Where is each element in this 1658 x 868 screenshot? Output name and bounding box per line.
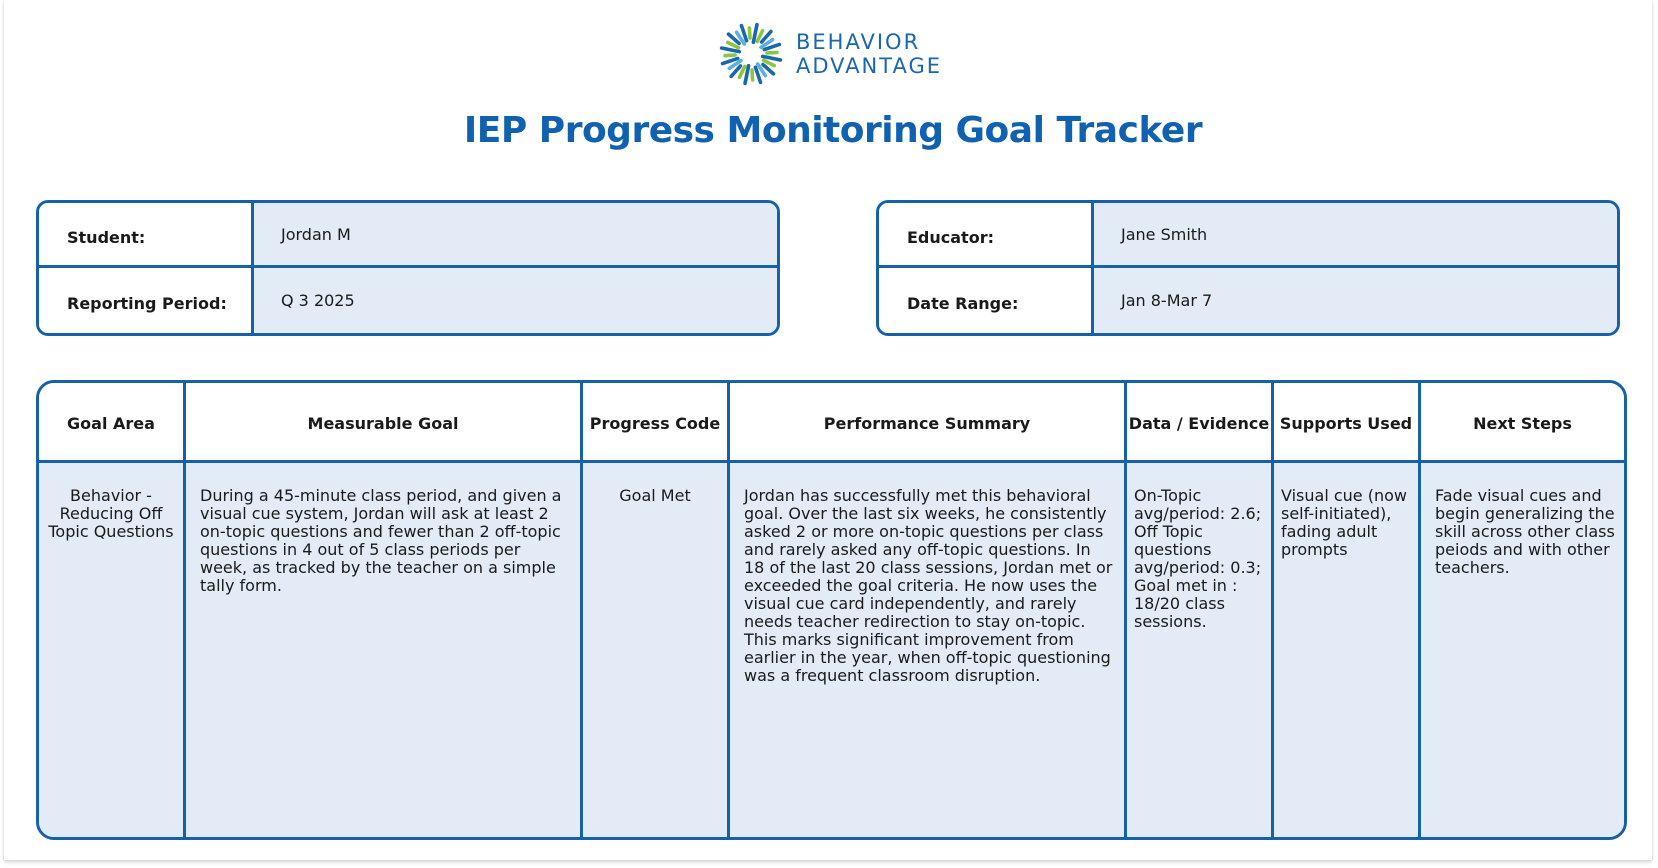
date-range-value: Jan 8-Mar 7 — [1094, 268, 1617, 333]
educator-value: Jane Smith — [1094, 203, 1617, 268]
educator-info-box — [876, 200, 1620, 336]
header-progress-code: Progress Code — [583, 383, 730, 463]
educator-label: Educator: — [879, 203, 1094, 268]
reporting-period-label: Reporting Period: — [39, 268, 254, 333]
brand-name — [796, 30, 942, 78]
sunburst-logo-icon — [716, 19, 786, 89]
brand-logo — [716, 16, 942, 92]
logo-ray — [752, 70, 753, 80]
student-value: Jordan M — [254, 203, 777, 268]
logo-ray — [749, 28, 750, 38]
header-performance-summary: Performance Summary — [730, 383, 1127, 463]
student-label: Student: — [39, 203, 254, 268]
cell-supports-used: Visual cue (now self-initiated), fading adult prompts — [1274, 463, 1421, 837]
student-info-box — [36, 200, 780, 336]
reporting-period-value: Q 3 2025 — [254, 268, 777, 333]
header-goal-area: Goal Area — [39, 383, 186, 463]
header-measurable-goal: Measurable Goal — [186, 383, 583, 463]
page-title: IEP Progress Monitoring Goal Tracker — [463, 110, 1203, 151]
brand-name-line1: BEHAVIOR — [796, 30, 921, 54]
cell-progress-code: Goal Met — [583, 463, 730, 837]
header-data-evidence: Data / Evidence — [1127, 383, 1274, 463]
goal-tracker-table — [36, 380, 1627, 840]
brand-name-line2: ADVANTAGE — [796, 54, 942, 78]
header-next-steps: Next Steps — [1421, 383, 1624, 463]
date-range-label: Date Range: — [879, 268, 1094, 333]
document-sheet — [4, 0, 1652, 860]
cell-goal-area: Behavior - Reducing Off Topic Questions — [39, 463, 186, 837]
cell-data-evidence: On-Topic avg/period: 2.6; Off Topic questions avg/period: 0.3; Goal met in : 18/20 class sessions. — [1127, 463, 1274, 837]
cell-next-steps: Fade visual cues and begin generalizing the skill across other class peiods and with other teachers. — [1421, 463, 1624, 837]
cell-measurable-goal: During a 45-minute class period, and given a visual cue system, Jordan will ask at least 2 on-topic questions and fewer than 2 off-topic questions in 4 out of 5 class periods per week, as tracked by the teacher on a simple tally form. — [186, 463, 583, 837]
logo-ray — [767, 52, 777, 53]
header-supports-used: Supports Used — [1274, 383, 1421, 463]
logo-ray — [725, 55, 735, 56]
cell-performance-summary: Jordan has successfully met this behavioral goal. Over the last six weeks, he consistently asked 2 or more on-topic questions per class and rarely asked any off-topic questions. In 18 of the last 20 class sessions, Jordan met or exceeded the goal criteria. He now uses the visual cue card independently, and rarely needs teacher redirection to stay on-topic. This marks significant improvement from earlier in the year, when off-topic questioning was a frequent classroom disruption. — [730, 463, 1127, 837]
